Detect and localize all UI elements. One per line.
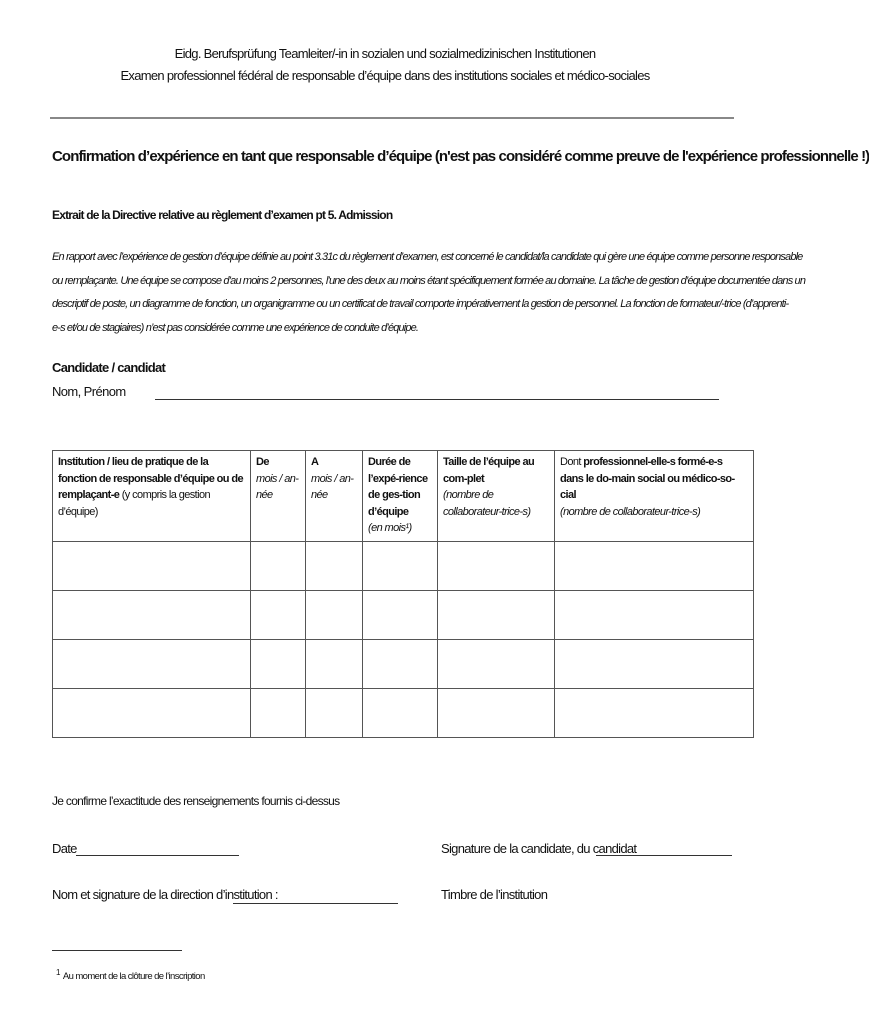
- intro-paragraph: [52, 246, 806, 340]
- table-cell[interactable]: [306, 640, 363, 689]
- table-header-row: [53, 451, 754, 542]
- table-cell[interactable]: [555, 542, 754, 591]
- header-line-fr: Examen professionnel fédéral de responsable d’équipe dans des institutions sociales et médico-sociales: [120, 68, 650, 83]
- table-cell[interactable]: [306, 542, 363, 591]
- table-cell[interactable]: [363, 640, 438, 689]
- table-row: [53, 542, 754, 591]
- intro-line: e-s et/ou de stagiaires) n’est pas considérée comme une expérience de conduite d’équipe.: [52, 321, 419, 334]
- table-cell[interactable]: [251, 640, 306, 689]
- col-duration: Durée de l’expé-rience de ges-tion d’équipe (en mois¹): [363, 451, 438, 542]
- page-title: Confirmation d’expérience en tant que responsable d’équipe (n'est pas considéré comme preuve de l'expérience professionnelle !): [52, 148, 869, 165]
- table-cell[interactable]: [363, 591, 438, 640]
- header-divider: [50, 117, 734, 119]
- date-label: Date: [52, 841, 77, 856]
- table-cell[interactable]: [251, 689, 306, 738]
- footnote-divider: [52, 950, 182, 951]
- table-cell[interactable]: [363, 689, 438, 738]
- table-cell[interactable]: [438, 542, 555, 591]
- table-cell[interactable]: [53, 591, 251, 640]
- table-cell[interactable]: [438, 591, 555, 640]
- extract-heading: Extrait de la Directive relative au règlement d’examen pt 5. Admission: [52, 208, 393, 222]
- intro-line: ou remplaçante. Une équipe se compose d’au moins 2 personnes, l’une des deux au moins étant spécifiquement formée au domaine. La tâche de gestion d’équipe documentée dans un: [52, 274, 806, 287]
- table-row: [53, 591, 754, 640]
- table-cell[interactable]: [555, 689, 754, 738]
- table-row: [53, 640, 754, 689]
- candidate-heading: Candidate / candidat: [52, 360, 166, 375]
- signature-field-line[interactable]: [596, 855, 732, 856]
- table-cell[interactable]: [53, 542, 251, 591]
- direction-signature-line[interactable]: [233, 903, 398, 904]
- date-field-line[interactable]: [76, 855, 239, 856]
- direction-signature-label: Nom et signature de la direction d’institution :: [52, 887, 278, 902]
- col-trained-staff: Dont professionnel-elle-s formé-e-s dans le do-main social ou médico-so-cial (nombre de collaborateur-trice-s): [555, 451, 754, 542]
- footnote-text: Au moment de la clôture de l’inscription: [62, 971, 205, 983]
- intro-line: En rapport avec l’expérience de gestion d’équipe définie au point 3.31c du règlement d’examen, est concerné le candidat/la candidate qui gère une équipe comme personne responsable: [52, 251, 803, 263]
- experience-table: [52, 450, 754, 738]
- name-field-line[interactable]: [155, 399, 719, 400]
- table-cell[interactable]: [251, 542, 306, 591]
- table-cell[interactable]: [306, 591, 363, 640]
- table-cell[interactable]: [438, 689, 555, 738]
- col-team-size: Taille de l’équipe au com-plet (nombre de collaborateur-trice-s): [438, 451, 555, 542]
- table-cell[interactable]: [438, 640, 555, 689]
- header-line-de: Eidg. Berufsprüfung Teamleiter/-in in sozialen und sozialmedizinischen Institutionen: [174, 46, 596, 61]
- col-to: A mois / an-née: [306, 451, 363, 542]
- institution-stamp-label: Timbre de l’institution: [441, 887, 548, 902]
- table-cell[interactable]: [555, 591, 754, 640]
- table-cell[interactable]: [53, 640, 251, 689]
- confirmation-statement: Je confirme l’exactitude des renseignements fournis ci-dessus: [52, 794, 340, 808]
- footnote: [56, 968, 205, 982]
- footnote-mark: 1: [56, 968, 60, 977]
- table-cell[interactable]: [555, 640, 754, 689]
- table-row: [53, 689, 754, 738]
- table-cell[interactable]: [53, 689, 251, 738]
- table-cell[interactable]: [363, 542, 438, 591]
- table-cell[interactable]: [306, 689, 363, 738]
- table-cell[interactable]: [251, 591, 306, 640]
- col-from: De mois / an-née: [251, 451, 306, 542]
- name-label: Nom, Prénom: [52, 384, 126, 399]
- intro-line: descriptif de poste, un diagramme de fonction, un organigramme ou un certificat de travail comporte impérativement la gestion de personnel. La fonction de formateur/-trice (d’apprenti-: [52, 298, 789, 310]
- signature-label: Signature de la candidate, du candidat: [441, 841, 637, 856]
- col-institution: Institution / lieu de pratique de la fonction de responsable d’équipe ou de remplaçant-e (y compris la gestion d’équipe): [53, 451, 251, 542]
